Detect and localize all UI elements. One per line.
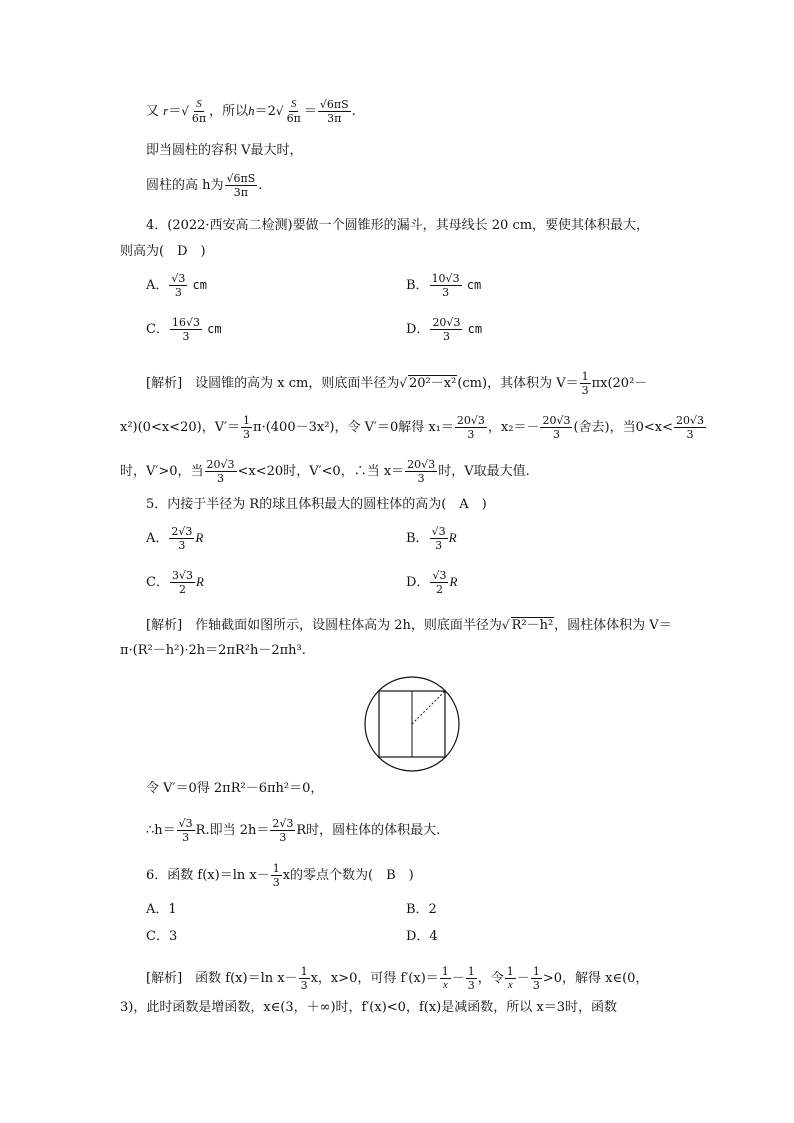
- line-1: 又 r＝√ $\frac{S}{6\pi}$ ，所以h＝2√ $\frac{S}{6\pi}$ ＝ $\frac{√6\pi S}{3\pi}$ .: [146, 98, 356, 125]
- sphere-cylinder-figure: [363, 675, 461, 773]
- radius-dashed-line: [412, 691, 445, 724]
- q5-option-a: A． $\frac{2√3}{3}$ R: [146, 525, 204, 552]
- fraction: $\frac{S}{6\pi}$: [191, 98, 207, 125]
- q6-line1: 6．函数 f(x)＝ln x－ $\frac{1}{3}$ x的零点个数为( B ): [146, 862, 414, 889]
- q6-option-b: B．2: [406, 902, 437, 917]
- q6-option-c: C．3: [146, 929, 178, 944]
- q4-option-a: A． $\frac{√3}{3}$ cm: [146, 272, 207, 299]
- q6-solution-line2: 3)，此时函数是增函数，x∈(3，＋∞)时，f′(x)<0，f(x)是减函数，所以 x＝3时，函数: [120, 1000, 617, 1015]
- q5-solution-line2: π·(R²－h²)·2h＝2πR²h－2πh³.: [120, 643, 306, 658]
- q5-option-d: D． $\frac{√3}{2}$ R: [406, 569, 458, 596]
- q4-line1: 4．(2022·西安高二检测)要做一个圆锥形的漏斗，其母线长 20 cm，要使其体积最大，: [146, 218, 650, 233]
- q4-option-b: B． $\frac{10√3}{3}$ cm: [406, 272, 482, 299]
- q4-solution-line1: [解析] 设圆锥的高为 x cm，则底面半径为√ 20²－x²(cm)，其体积为 V＝ $\frac{1}{3}$ πx(20²－: [146, 370, 648, 397]
- q6-solution-line1: [解析] 函数 f(x)＝ln x－ $\frac{1}{3}$ x，x>0，可得 f′(x)＝ $\frac{1}{x}$ － $\frac{1}{3}$ ，令 $\frac{1}{x}$ － $\frac{1}{3}$ >0，解得 x∈(0，: [146, 965, 649, 992]
- q5-solution-line4: ∴h＝ $\frac{√3}{3}$ R.即当 2h＝ $\frac{2√3}{3}$ R时，圆柱体的体积最大.: [146, 817, 441, 844]
- q5-option-c: C． $\frac{3√3}{2}$ R: [146, 569, 204, 596]
- line-2: 即当圆柱的容积 V最大时，: [146, 143, 303, 158]
- line-3: 圆柱的高 h为 $\frac{√6\pi S}{3\pi}$ .: [146, 172, 263, 199]
- q6-option-a: A．1: [146, 902, 177, 917]
- q5-solution-line1: [解析] 作轴截面如图所示，设圆柱体高为 2h，则底面半径为√ R²－h²，圆柱体体积为 V＝: [146, 618, 672, 633]
- q4-solution-line2: x²)(0<x<20)，V′＝ $\frac{1}{3}$ π·(400－3x²)，令 V′＝0解得 x₁＝ $\frac{20√3}{3}$ ，x₂＝－ $\frac{20√3}{3}$ (舍去)，当0<x< $\frac{20√3}{3}$: [120, 414, 705, 441]
- q4-option-c: C． $\frac{16√3}{3}$ cm: [146, 316, 222, 343]
- q4-solution-line3: 时，V′>0，当 $\frac{20√3}{3}$ <x<20时，V′<0，∴当 x＝ $\frac{20√3}{3}$ 时，V取最大值.: [120, 458, 530, 485]
- q6-option-d: D．4: [406, 929, 438, 944]
- q5-line1: 5．内接于半径为 R的球且体积最大的圆柱体的高为( A ): [146, 497, 487, 512]
- q4-line2: 则高为( D ): [120, 244, 206, 259]
- q4-option-d: D． $\frac{20√3}{3}$ cm: [406, 316, 483, 343]
- q5-option-b: B． $\frac{√3}{3}$ R: [406, 525, 457, 552]
- q5-solution-line3: 令 V′＝0得 2πR²－6πh²＝0，: [146, 781, 324, 796]
